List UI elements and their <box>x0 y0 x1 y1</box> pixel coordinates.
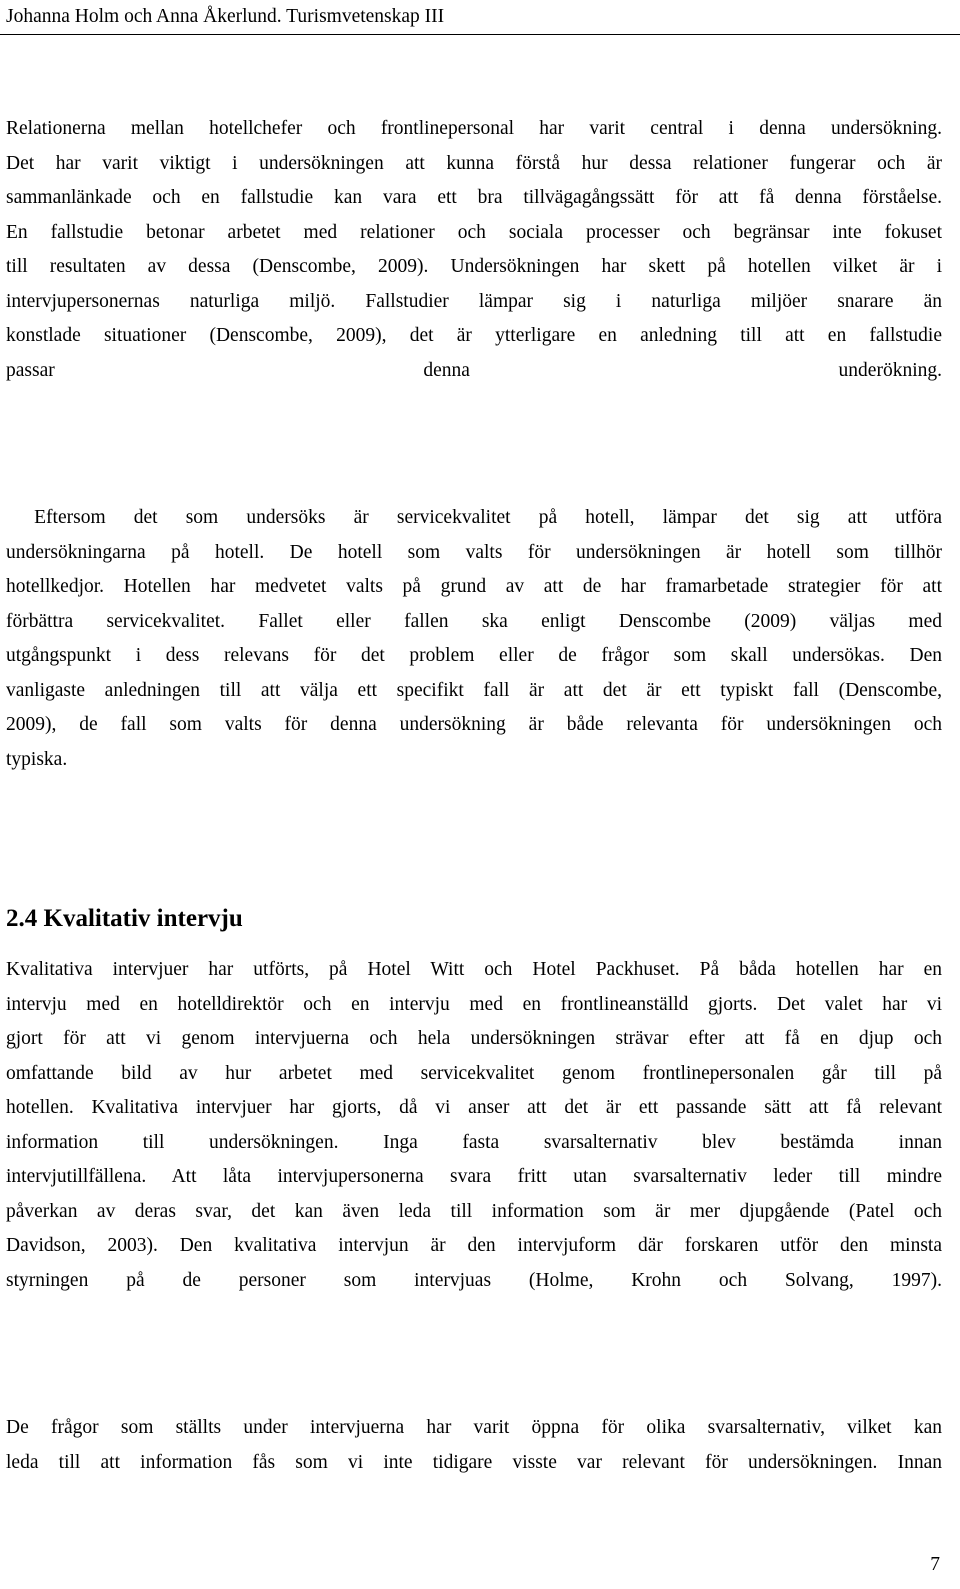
paragraph-line: typiska. <box>6 748 68 770</box>
paragraph-line: intervjupersonernas naturliga miljö. Fallstudier lämpar sig i naturliga miljöer snarare än <box>6 290 942 312</box>
paragraph-line: De frågor som ställts under intervjuerna har varit öppna för olika svarsalternativ, vilket kan <box>6 1417 942 1438</box>
paragraph-line: till resultaten av dessa (Denscombe, 2009). Undersökningen har skett på hotellen vilket är i <box>6 256 942 277</box>
header-rule <box>0 34 960 35</box>
paragraph-line: vanligaste anledningen till att välja ett specifikt fall är att det är ett typiskt fall (Denscombe, <box>6 679 942 701</box>
paragraph-line: förbättra servicekvalitet. Fallet eller fallen ska enligt Denscombe (2009) väljas med <box>6 610 942 632</box>
paragraph-line: påverkan av deras svar, det kan även leda till information som är mer djupgående (Patel och <box>6 1200 942 1222</box>
paragraph-1 <box>6 112 942 388</box>
paragraph-line: undersökningarna på hotell. De hotell som valts för undersökningen är hotell som tillhör <box>6 541 942 563</box>
paragraph-line: styrningen på de personer som intervjuas (Holme, Krohn och Solvang, 1997). <box>6 1269 942 1291</box>
paragraph-4 <box>6 1411 942 1480</box>
paragraph-line: sammanlänkade och en fallstudie kan vara ett bra tillvägagångssätt för att få denna förståelse. <box>6 187 942 208</box>
paragraph-line: leda till att information fås som vi inte tidigare visste var relevant för undersökningen. Innan <box>6 1451 942 1473</box>
paragraph-2 <box>6 501 942 777</box>
running-header: Johanna Holm och Anna Åkerlund. Turismvetenskap III <box>6 6 445 27</box>
paragraph-line: gjort för att vi genom intervjuerna och hela undersökningen strävar efter att få en djup och <box>6 1028 942 1049</box>
section-heading: 2.4 Kvalitativ intervju <box>6 905 243 932</box>
paragraph-line: intervjutillfällena. Att låta intervjupersonerna svara fritt utan svarsalternativ leder till mindre <box>6 1166 942 1187</box>
paragraph-line: Det har varit viktigt i undersökningen att kunna förstå hur dessa relationer fungerar och är <box>6 152 942 174</box>
paragraph-line: hotellen. Kvalitativa intervjuer har gjorts, då vi anser att det är ett passande sätt att få relevant <box>6 1097 942 1118</box>
paragraph-line: intervju med en hotelldirektör och en intervju med en frontlineanställd gjorts. Det valet har vi <box>6 993 942 1015</box>
paragraph-line: Relationerna mellan hotellchefer och frontlinepersonal har varit central i denna undersökning. <box>6 118 942 139</box>
paragraph-line: Eftersom det som undersöks är servicekvalitet på hotell, lämpar det sig att utföra <box>6 507 942 528</box>
paragraph-line: Kvalitativa intervjuer har utförts, på Hotel Witt och Hotel Packhuset. På båda hotellen har en <box>6 959 942 980</box>
paragraph-3 <box>6 953 942 1298</box>
paragraph-line: Davidson, 2003). Den kvalitativa intervjun är den intervjuform där forskaren utför den minsta <box>6 1235 942 1256</box>
paragraph-line: passar denna underökning. <box>6 359 942 381</box>
page-number: 7 <box>930 1554 940 1575</box>
paragraph-line: hotellkedjor. Hotellen har medvetet valts på grund av att de har framarbetade strategier för att <box>6 576 942 597</box>
paragraph-line: En fallstudie betonar arbetet med relationer och sociala processer och begränsar inte fokuset <box>6 221 942 243</box>
paragraph-line: utgångspunkt i dess relevans för det problem eller de frågor som skall undersökas. Den <box>6 645 942 666</box>
paragraph-line: konstlade situationer (Denscombe, 2009), det är ytterligare en anledning till att en fallstudie <box>6 325 942 346</box>
paragraph-line: information till undersökningen. Inga fasta svarsalternativ blev bestämda innan <box>6 1131 942 1153</box>
paragraph-line: omfattande bild av hur arbetet med servicekvalitet genom frontlinepersonalen går till på <box>6 1062 942 1084</box>
paragraph-line: 2009), de fall som valts för denna undersökning är både relevanta för undersökningen och <box>6 714 942 735</box>
